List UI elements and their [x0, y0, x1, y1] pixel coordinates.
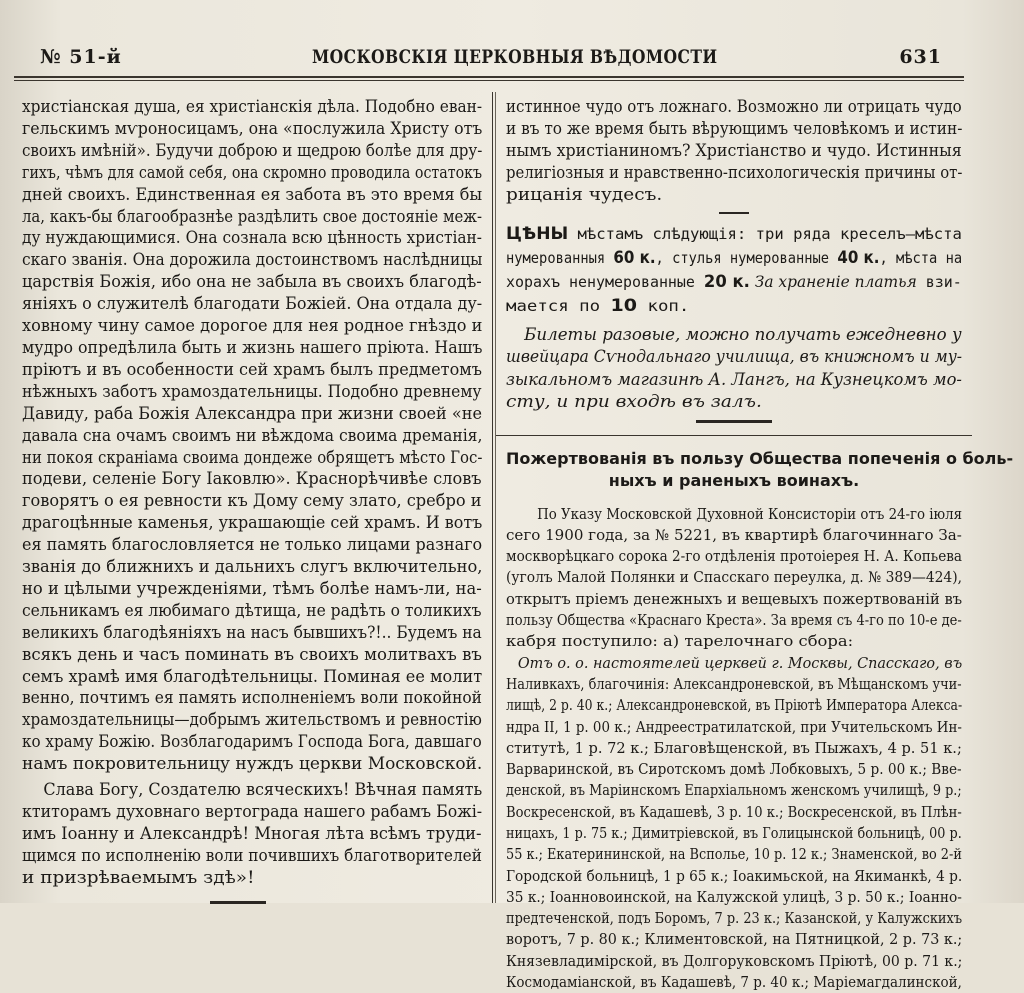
text-line: храмоздательницы—добрымъ жительствомъ и ревностію — [22, 710, 482, 730]
text-line: 55 к.; Екатерининской, на Всполье, 10 р. 12 к.; Знаменской, во 2-й — [506, 846, 962, 864]
text-line: ду нуждающимися. Она сознала всю цѣнность христіан- — [22, 228, 482, 248]
text-line: Отъ о. о. настоятелей церквей г. Москвы, Спасскаго, въ — [517, 654, 963, 672]
text-line: Князевладимірской, въ Долгоруковскомъ Пріютѣ, 00 р. 71 к.; — [506, 952, 963, 970]
text-line: гихъ, чѣмъ для самой себя, она скромно проводила остатокъ — [22, 162, 483, 182]
text-line: Космодаміанской, въ Кадашевѣ, 7 р. 40 к.; Маріемагдалинской, — [506, 974, 962, 992]
left-column — [22, 96, 482, 904]
price-value: 20 к. — [703, 271, 750, 292]
end-rule — [210, 901, 266, 904]
text-line: ея память благословляется не только лицами разнаго — [22, 535, 483, 555]
text-line: ндра II, 1 р. 00 к.; Андреестратилатской, при Учительскомъ Ин- — [506, 718, 962, 736]
text-line: 35 к.; Іоанновоинской, на Калужской улицѣ, 3 р. 50 к.; Іоанно- — [506, 888, 962, 906]
publication-title: МОСКОВСКІЯ ЦЕРКОВНЫЯ ВѢДОМОСТИ — [312, 46, 718, 68]
prices-italic: За храненіе платья — [749, 271, 917, 291]
text-line: (уголъ Малой Полянки и Спасскаго переулка, д. № 389—424), — [506, 569, 963, 587]
text-line: скаго званія. Она дорожила достоинствомъ наслѣдницы — [22, 250, 483, 270]
text-line: своихъ имѣній». Будучи доброю и щедрою болѣе для дру- — [22, 140, 483, 160]
text-line: имъ Іоанну и Александрѣ! Многая лѣта всѣмъ труди- — [22, 823, 482, 843]
text-line: Воскресенской, въ Кадашевѣ, 3 р. 10 к.; Воскресенской, въ Плѣн- — [506, 803, 962, 821]
text-line: рицанія чудесъ. — [506, 184, 663, 204]
prices-line — [506, 222, 962, 246]
prices-text: мается по — [506, 296, 611, 315]
text-line: Билеты разовые, можно получать ежедневно у — [524, 324, 962, 344]
text-line: мудро опредѣлила быть и жизнь нашего пріюта. Нашъ — [22, 337, 483, 357]
text-line: нымъ христіаниномъ? Христіанство и чудо. Истинныя — [506, 140, 962, 160]
header-rule — [14, 76, 964, 78]
prices-text: хорахъ ненумерованные — [506, 272, 704, 291]
text-line: религіозныя и нравственно-психологическія причины от- — [506, 162, 963, 182]
text-line: нѣжныхъ заботъ храмоздательницы. Подобно древнему — [22, 381, 482, 401]
prices-line — [506, 270, 962, 294]
text-line: ститутѣ, 1 р. 72 к.; Благовѣщенской, въ Пыжахъ, 4 р. 51 к.; — [506, 739, 962, 757]
price-value: 40 к. — [837, 247, 880, 268]
prices-label: ЦѢНЫ — [506, 223, 569, 244]
prices-text: нумерованныя — [506, 248, 614, 267]
page-number: 631 — [899, 46, 942, 68]
text-line: царствія Божія, ибо она не забыла въ своихъ благодѣ- — [22, 272, 482, 292]
text-line: ко храму Божію. Возблагодаримъ Господа Бога, давшаго — [22, 732, 482, 752]
text-line: ховному чину самое дорогое для нея родное гнѣздо и — [22, 316, 483, 336]
prices-line — [506, 294, 690, 318]
closing-paragraph — [22, 779, 482, 889]
text-line: Слава Богу, Создателю всяческихъ! Вѣчная память — [43, 780, 483, 800]
text-line: сего 1900 года, за № 5221, въ квартирѣ благочиннаго За- — [506, 526, 962, 544]
issue-number: № 51-й — [40, 46, 122, 68]
text-line: воротъ, 7 р. 80 к.; Климентовской, на Пятницкой, 2 р. 73 к.; — [506, 931, 963, 949]
text-line: всякъ день и часъ поминать въ своихъ молитвахъ въ — [22, 644, 482, 664]
text-line: предтеченской, подъ Боромъ, 7 р. 23 к.; Казанской, у Калужскихъ — [506, 910, 963, 928]
text-line: ла, какъ-бы благообразнѣе раздѣлить свое достояніе меж- — [22, 206, 482, 226]
program-paragraph — [506, 96, 962, 206]
text-line: подеви, селеніе Богу Іаковлю». Краснорѣчивѣе словъ — [22, 469, 482, 489]
separator — [696, 420, 772, 423]
text-line: и въ то же время быть вѣрующимъ человѣкомъ и истин- — [506, 118, 963, 138]
text-line: но и цѣлыми учрежденіями, тѣмъ болѣе намъ-ли, на- — [22, 578, 482, 598]
text-line: пользу Общества «Краснаго Креста». За время съ 4-го по 10-е де- — [506, 612, 962, 630]
text-line: истинное чудо отъ ложнаго. Возможно ли отрицать чудо — [506, 97, 962, 116]
text-line: лищѣ, 2 р. 40 к.; Александроневской, въ Пріютѣ Императора Алекса- — [506, 697, 963, 715]
title-line: Пожертвованія въ пользу Общества попеченія о боль- — [506, 448, 1014, 468]
prices-text: мѣстамъ слѣдующія: три ряда креселъ—мѣста — [568, 224, 962, 243]
text-line: сельникамъ ея любимаго дѣтища, не радѣть о толикихъ — [22, 600, 482, 620]
text-line: Варваринской, въ Сиротскомъ домѣ Лобковыхъ, 5 р. 00 к.; Вве- — [506, 761, 962, 779]
text-line: ницахъ, 1 р. 75 к.; Димитріевской, въ Голицынской больницѣ, 00 р. — [506, 824, 962, 842]
text-line: денской, въ Маріинскомъ Епархіальномъ женскомъ училищѣ, 9 р.; — [506, 782, 962, 800]
price-value: 10 — [610, 295, 638, 316]
sermon-paragraph — [22, 96, 482, 775]
text-line: Давиду, раба Божія Александра при жизни своей «не — [22, 403, 482, 423]
text-line: великихъ благодѣяніяхъ на насъ бывшихъ?!.. Будемъ на — [22, 622, 482, 642]
prices-text: взи- — [916, 272, 962, 291]
page-header — [14, 44, 964, 76]
text-line: кабря поступило: а) тарелочнаго сбора: — [506, 633, 854, 651]
text-line: открытъ пріемъ денежныхъ и вещевыхъ пожертвованій въ — [506, 590, 963, 608]
text-line: венно, почтимъ ея память исполненіемъ воли покойной — [22, 688, 482, 708]
text-line: ктиторамъ духовнаго вертограда нашего рабамъ Божі- — [22, 802, 483, 821]
text-line: пріютъ и въ особенности сей храмъ былъ предметомъ — [22, 359, 482, 379]
text-line: говорятъ о ея ревности къ Дому сему злато, сребро и — [22, 491, 482, 511]
text-line: швейцара Сѵнодальнаго училища, въ книжномъ и му- — [506, 347, 963, 367]
text-line: дней своихъ. Единственная ея забота въ это время бы — [22, 184, 483, 204]
donations-paragraph — [506, 504, 962, 993]
prices-block — [506, 222, 962, 318]
text-line: Городской больницѣ, 1 р 65 к.; Іоакимьской, на Якиманкѣ, 4 р. — [506, 867, 963, 885]
prices-line — [506, 246, 962, 270]
text-line: семъ храмѣ имя благодѣтельницы. Поминая ее молит — [22, 666, 483, 686]
text-line: и призрѣваемымъ здѣ»! — [22, 867, 255, 887]
text-line: намъ покровительницу нуждъ церкви Московской. — [22, 754, 483, 774]
section-rule — [496, 435, 972, 436]
prices-text: , стулья нумерованные — [655, 248, 838, 267]
text-line: москворѣцкаго сорока 2-го отдѣленія протоіерея Н. А. Копьева — [506, 548, 962, 566]
text-line: По Указу Московской Духовной Консисторіи отъ 24-го іюля — [537, 505, 963, 523]
prices-text: коп. — [637, 296, 690, 315]
text-line: сту, и при входѣ въ залъ. — [506, 392, 762, 412]
text-line: ни покоя скраніама своима дондеже обрящетъ мѣсто Гос- — [22, 447, 483, 467]
price-value: 60 к. — [613, 247, 656, 268]
text-line: гельскимъ мѵроносицамъ, она «послужила Христу отъ — [22, 118, 483, 138]
tickets-paragraph — [506, 324, 962, 414]
text-line: драгоцѣнные каменья, украшающіе сей храмъ. И вотъ — [22, 513, 483, 533]
section-title — [506, 448, 1014, 492]
text-line: христіанская душа, ея христіанскія дѣла. Подобно еван- — [22, 97, 483, 116]
text-line: щимся по исполненію воли почившихъ благотворителей — [22, 845, 482, 865]
short-separator — [719, 212, 749, 214]
text-line: званія до ближнихъ и дальнихъ слугъ включительно, — [22, 557, 483, 577]
text-line: Наливкахъ, благочинія: Александроневской, въ Мѣщанскомъ учи- — [506, 675, 962, 693]
text-line: давала сна очамъ своимъ ни вѣждома своима дреманія, — [22, 425, 483, 445]
prices-text: , мѣста на — [879, 248, 963, 267]
right-column — [506, 96, 1014, 993]
text-line: зыкальномъ магазинѣ А. Лангъ, на Кузнецкомъ мо- — [506, 369, 962, 389]
text-line: яніяхъ о служителѣ благодати Божіей. Она отдала ду- — [22, 294, 483, 314]
header-rule-thin — [14, 80, 964, 81]
title-line: ныхъ и раненыхъ воинахъ. — [608, 470, 860, 490]
